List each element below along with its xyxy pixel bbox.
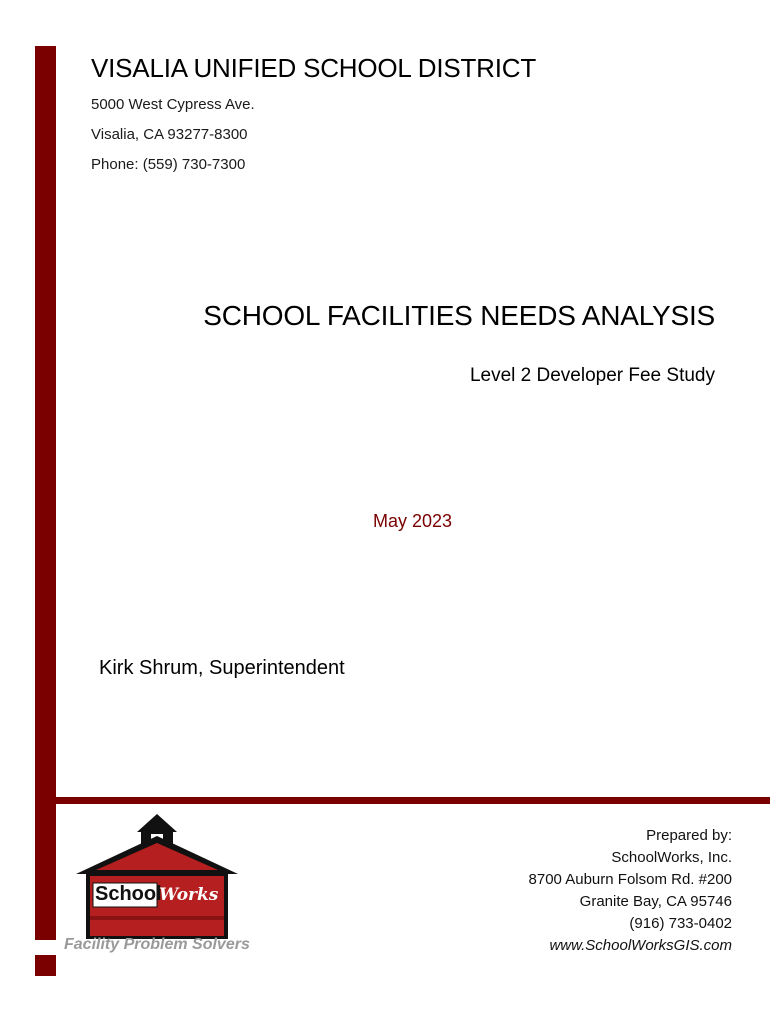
logo-tagline: Facility Problem Solvers xyxy=(64,936,250,953)
logo-word-school: School xyxy=(95,883,162,905)
prepared-by-street: 8700 Auburn Folsom Rd. #200 xyxy=(528,871,732,888)
logo-word-works: Works xyxy=(159,885,219,905)
prepared-by-website[interactable]: www.SchoolWorksGIS.com xyxy=(549,937,732,954)
district-name: VISALIA UNIFIED SCHOOL DISTRICT xyxy=(91,53,537,83)
district-address-line1: 5000 West Cypress Ave. xyxy=(91,96,255,113)
schoolworks-logo xyxy=(62,810,262,960)
schoolhouse-icon xyxy=(62,810,262,940)
superintendent-name: Kirk Shrum, Superintendent xyxy=(99,657,345,679)
prepared-by-city: Granite Bay, CA 95746 xyxy=(579,893,732,910)
district-phone: Phone: (559) 730-7300 xyxy=(91,156,246,173)
prepared-by-phone: (916) 733-0402 xyxy=(629,915,732,932)
prepared-by-label: Prepared by: xyxy=(646,827,732,844)
document-date: May 2023 xyxy=(373,511,453,531)
prepared-by-company: SchoolWorks, Inc. xyxy=(611,849,732,866)
left-accent-bar xyxy=(35,46,56,940)
horizontal-divider xyxy=(56,797,770,804)
prepared-by-block xyxy=(529,825,732,957)
document-title: SCHOOL FACILITIES NEEDS ANALYSIS xyxy=(203,300,715,331)
document-subtitle: Level 2 Developer Fee Study xyxy=(469,365,715,386)
district-address-line2: Visalia, CA 93277-8300 xyxy=(91,126,248,143)
left-accent-square xyxy=(35,955,56,976)
